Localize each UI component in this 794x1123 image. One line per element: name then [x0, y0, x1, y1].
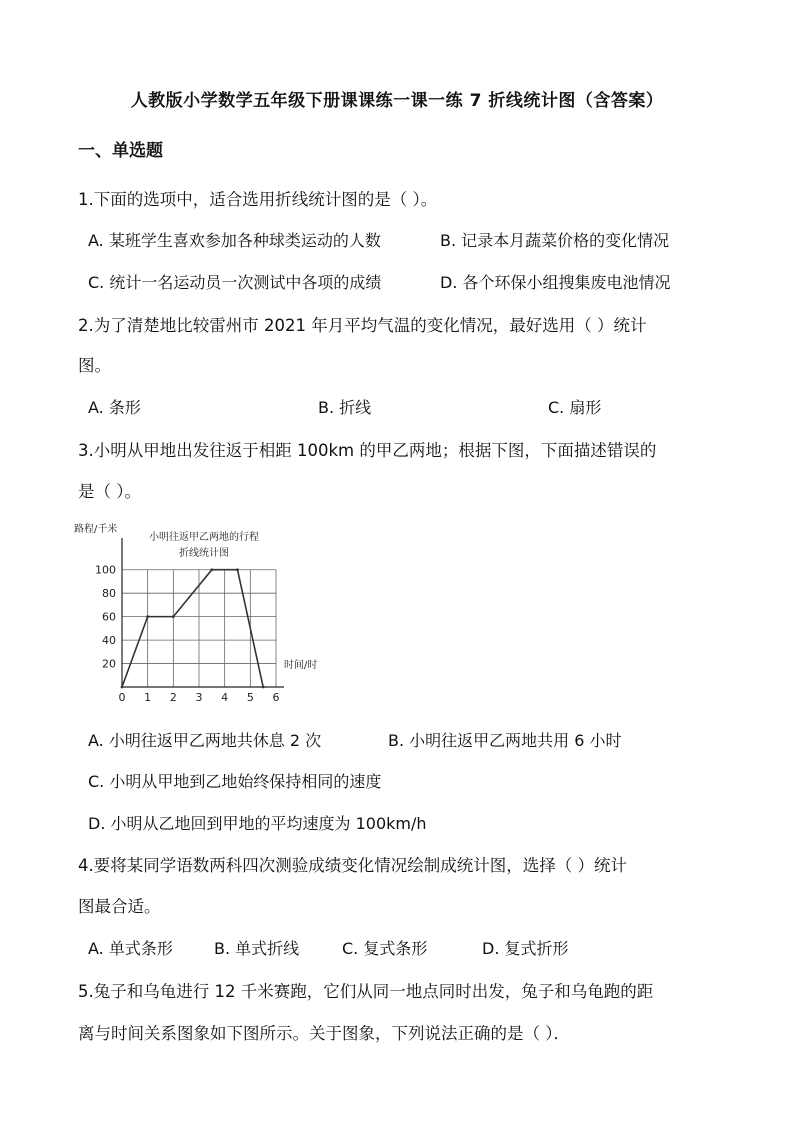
question-3-stem-line2: 是（ ）。 [78, 482, 141, 501]
chart-point [146, 615, 149, 618]
x-tick-label: 0 [118, 691, 126, 704]
question-2-stem-line2: 图。 [78, 356, 111, 375]
q4-option-a[interactable]: A. 单式条形 [88, 939, 173, 958]
chart-x-axis-label: 时间/时 [284, 660, 318, 671]
q2-option-c[interactable]: C. 扇形 [548, 398, 602, 417]
chart-series-line [122, 570, 263, 687]
x-tick-label: 5 [246, 691, 254, 704]
chart-point [236, 568, 239, 571]
x-tick-label: 2 [169, 691, 177, 704]
x-tick-label: 3 [195, 691, 203, 704]
chart-point [210, 568, 213, 571]
question-4-stem-line1: 4.要将某同学语数两科四次测验成绩变化情况绘制成统计图，选择（ ）统计 [78, 856, 627, 875]
chart-point [172, 615, 175, 618]
chart-point [262, 686, 265, 689]
chart-y-ticks [95, 564, 116, 671]
document-title: 人教版小学数学五年级下册课课练一课一练 7 折线统计图（含答案） [130, 91, 664, 111]
q1-option-d[interactable]: D. 各个环保小组搜集废电池情况 [440, 273, 671, 292]
question-2-stem-line1: 2.为了清楚地比较雷州市 2021 年月平均气温的变化情况，最好选用（ ）统计 [78, 316, 647, 335]
chart-subtitle: 折线统计图 [179, 548, 229, 559]
q1-option-c[interactable]: C. 统计一名运动员一次测试中各项的成绩 [88, 273, 382, 292]
y-tick-label: 100 [95, 563, 116, 577]
chart-grid [122, 570, 276, 687]
travel-line-chart [74, 518, 354, 710]
q3-option-d[interactable]: D. 小明从乙地回到甲地的平均速度为 100km/h [88, 814, 427, 833]
question-4-stem-line2: 图最合适。 [78, 897, 161, 916]
q2-option-a[interactable]: A. 条形 [88, 398, 141, 417]
y-tick-label: 40 [102, 634, 116, 648]
q1-option-b[interactable]: B. 记录本月蔬菜价格的变化情况 [440, 231, 670, 250]
chart-x-ticks [119, 691, 280, 704]
question-3-stem-line1: 3.小明从甲地出发往返于相距 100km 的甲乙两地；根据下图，下面描述错误的 [78, 441, 657, 460]
x-tick-label: 1 [144, 691, 152, 704]
chart-points [121, 568, 265, 688]
q2-option-b[interactable]: B. 折线 [318, 398, 372, 417]
q4-option-d[interactable]: D. 复式折形 [482, 939, 569, 958]
y-tick-label: 80 [102, 587, 116, 601]
question-1-stem: 1.下面的选项中，适合选用折线统计图的是（ ）。 [78, 190, 438, 209]
chart-axes [122, 538, 284, 687]
q3-option-b[interactable]: B. 小明往返甲乙两地共用 6 小时 [388, 731, 622, 750]
q4-option-c[interactable]: C. 复式条形 [342, 939, 428, 958]
q3-option-a[interactable]: A. 小明往返甲乙两地共休息 2 次 [88, 731, 322, 750]
chart-title: 小明往返甲乙两地的行程 [149, 532, 259, 543]
q4-option-b[interactable]: B. 单式折线 [214, 939, 300, 958]
question-5-stem-line2: 离与时间关系图象如下图所示。关于图象，下列说法正确的是（ ）． [78, 1024, 570, 1043]
x-tick-label: 6 [272, 691, 280, 704]
y-tick-label: 60 [102, 610, 116, 624]
q3-option-c[interactable]: C. 小明从甲地到乙地始终保持相同的速度 [88, 772, 382, 791]
y-tick-label: 20 [102, 657, 116, 671]
chart-point [121, 686, 124, 689]
x-tick-label: 4 [221, 691, 229, 704]
chart-y-axis-label: 路程/千米 [74, 524, 118, 535]
section-heading: 一、单选题 [78, 141, 163, 161]
question-5-stem-line1: 5.兔子和乌龟进行 12 千米赛跑，它们从同一地点同时出发，兔子和乌龟跑的距 [78, 982, 654, 1001]
q1-option-a[interactable]: A. 某班学生喜欢参加各种球类运动的人数 [88, 231, 381, 250]
